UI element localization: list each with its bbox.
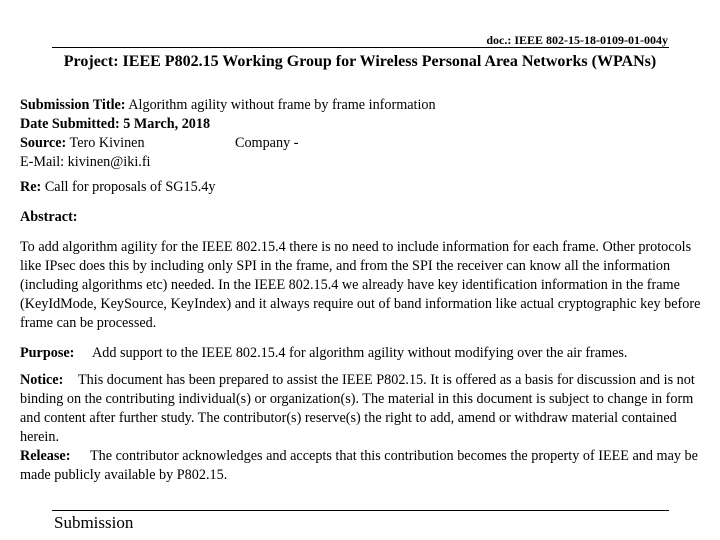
notice-paragraph — [20, 371, 705, 447]
release-text: The contributor acknowledges and accepts that this contribution becomes the property of IEEE and may be made publicly available by P802.15. — [20, 448, 698, 483]
purpose-label: Purpose: — [20, 345, 75, 361]
cover-page-body — [20, 96, 705, 485]
notice-text: This document has been prepared to assist the IEEE P802.15. It is offered as a basis for discussion and is not binding on the contributing individual(s) or organization(s). The material in this document is subject to change in form and content after further study. The contributor(s) reserve(s) the right to add, amend or withdraw material contained herein. — [20, 372, 695, 445]
footer-divider — [52, 510, 669, 511]
submission-title-value: Algorithm agility without frame by frame information — [128, 97, 436, 113]
submission-title-line — [20, 96, 705, 115]
re-label: Re: — [20, 179, 42, 195]
company-value: Company - — [235, 135, 299, 151]
re-value: Call for proposals of SG15.4y — [44, 179, 216, 195]
notice-label: Notice: — [20, 372, 64, 388]
source-line — [20, 134, 705, 153]
source-value: Tero Kivinen — [69, 135, 145, 151]
abstract-text: To add algorithm agility for the IEEE 802.15.4 there is no need to include information for each frame. Other protocols like IPsec does this by including only SPI in the frame, and from the SPI the receiver can know all the information (including algorithms etc) needed. In the IEEE 802.15.4 we already have key identification information in the frame (KeyIdMode, KeySource, KeyIndex) and it always require out of band information like actual cryptographic key before frame can be processed. — [20, 239, 701, 331]
document-id: doc.: IEEE 802-15-18-0109-01-004y — [486, 33, 668, 47]
email-line: E-Mail: kivinen@iki.fi — [20, 154, 151, 170]
purpose-paragraph — [20, 344, 705, 363]
date-submitted-line — [20, 115, 705, 134]
purpose-text: Add support to the IEEE 802.15.4 for algorithm agility without modifying over the air frames. — [92, 345, 628, 361]
source-label: Source: — [20, 135, 67, 151]
abstract-heading: Abstract: — [20, 209, 78, 225]
footer-submission-label: Submission — [54, 513, 134, 532]
submission-title-label: Submission Title: — [20, 97, 126, 113]
date-submitted-value: 5 March, 2018 — [123, 116, 211, 132]
date-submitted-label: Date Submitted: — [20, 116, 120, 132]
project-title: Project: IEEE P802.15 Working Group for Wireless Personal Area Networks (WPANs) — [63, 53, 657, 70]
header-divider — [52, 47, 669, 48]
re-line — [20, 178, 705, 197]
release-paragraph — [20, 447, 705, 485]
release-label: Release: — [20, 448, 71, 464]
